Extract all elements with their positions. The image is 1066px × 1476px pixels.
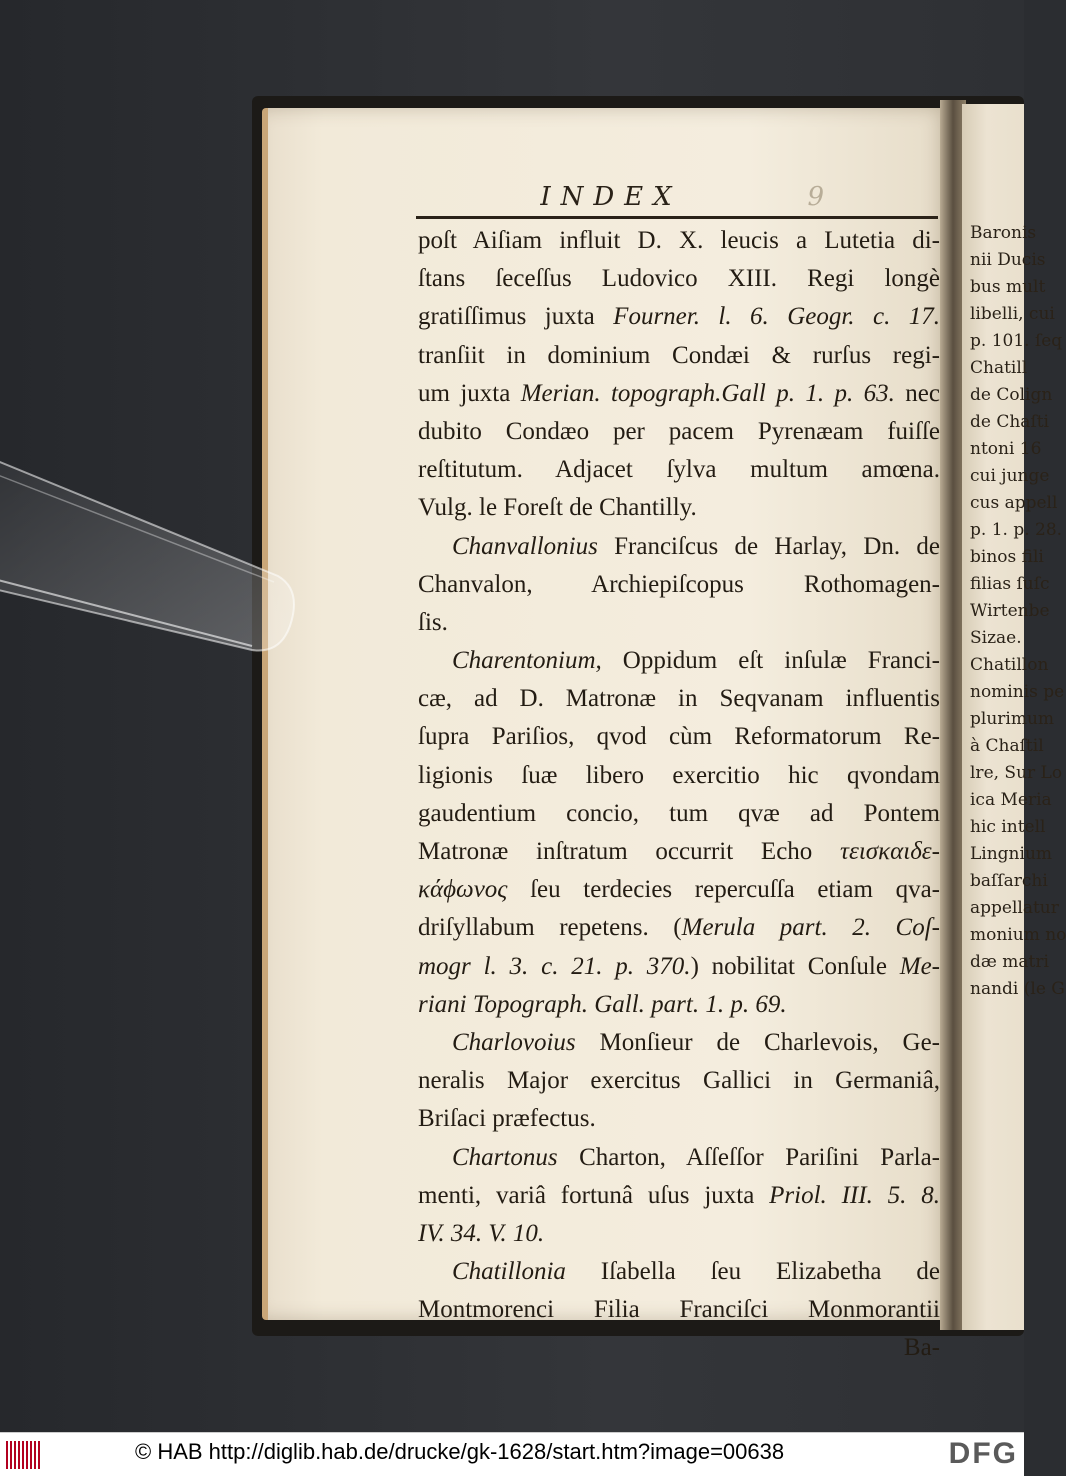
text-run: Ba- bbox=[903, 1334, 940, 1362]
adjacent-text-line: nominis pe bbox=[970, 682, 1065, 702]
adjacent-text-line: bus mult bbox=[970, 277, 1046, 297]
adjacent-text-line: nii Ducis bbox=[970, 250, 1046, 270]
adjacent-page bbox=[962, 104, 1066, 1330]
dfg-logo: DFG bbox=[948, 1437, 1018, 1470]
text-run: Franciſcus de Harlay, Dn. de bbox=[597, 532, 940, 560]
page-header bbox=[268, 182, 954, 212]
text-line bbox=[418, 413, 940, 451]
text-line bbox=[418, 1215, 940, 1253]
adjacent-text-line: p. 101. ſeq bbox=[970, 331, 1063, 351]
italic-text: Fourner. l. 6. Geogr. c. 17. bbox=[613, 303, 940, 331]
adjacent-text-line: appellatur bbox=[970, 898, 1059, 918]
text-line bbox=[418, 451, 940, 489]
adjacent-text-line: ica Meria bbox=[970, 790, 1052, 810]
adjacent-text-line: baſſarchi bbox=[970, 871, 1048, 891]
text-run: ſtans ſeceſſus Ludovico XIII. Regi longè bbox=[418, 265, 940, 293]
italic-text: Charlovoius bbox=[452, 1028, 576, 1056]
running-title: INDEX bbox=[540, 182, 682, 212]
text-line bbox=[418, 298, 940, 336]
text-run: Montmorenci Filia Franciſci Monmorantii bbox=[418, 1296, 940, 1324]
text-run: gratiſſimus juxta bbox=[418, 303, 614, 331]
text-run: Briſaci præfectus. bbox=[418, 1105, 596, 1133]
text-line bbox=[418, 795, 940, 833]
text-run: Charton, Aſſeſſor Pariſini Parla- bbox=[557, 1143, 940, 1171]
text-line bbox=[418, 986, 940, 1024]
text-run: Matronæ inſtratum occurrit Echo bbox=[418, 838, 841, 865]
hab-logo bbox=[6, 1441, 46, 1469]
text-line bbox=[418, 1177, 940, 1215]
adjacent-text-line: Baronis bbox=[970, 223, 1037, 243]
text-line bbox=[418, 375, 940, 413]
adjacent-text-line: à Chaſtil bbox=[970, 736, 1044, 756]
italic-text: mogr l. 3. c. 21. p. 370. bbox=[418, 952, 691, 980]
text-line bbox=[418, 833, 940, 871]
text-run: reſtitutum. Adjacet ſylva multum amœna. bbox=[418, 456, 940, 484]
text-line bbox=[418, 528, 940, 566]
page-number: 9 bbox=[807, 182, 824, 212]
text-line bbox=[418, 680, 940, 718]
text-line bbox=[418, 489, 940, 527]
text-run: ſis. bbox=[418, 608, 448, 636]
adjacent-text-line: cus appell bbox=[970, 493, 1058, 513]
text-run: ſupra Pariſios, qvod cùm Reformatorum Re- bbox=[418, 723, 940, 751]
adjacent-text-line: de Colign bbox=[970, 385, 1053, 405]
italic-text: Me- bbox=[899, 952, 940, 980]
text-run: nec bbox=[894, 379, 940, 407]
adjacent-text-line: p. 1. p. 28. bbox=[970, 520, 1063, 540]
book-page bbox=[262, 108, 954, 1362]
text-run: Vulg. le Foreſt de Chantilly. bbox=[418, 494, 697, 522]
text-line bbox=[418, 1329, 940, 1367]
adjacent-text-line: hic intell bbox=[970, 817, 1046, 837]
adjacent-text-line: monium no bbox=[970, 925, 1066, 945]
italic-text: IV. 34. V. 10. bbox=[418, 1219, 545, 1247]
text-line bbox=[418, 718, 940, 756]
adjacent-text-line: de Chaſti bbox=[970, 412, 1049, 432]
adjacent-text-line: cui junge bbox=[970, 466, 1050, 486]
italic-text: Merian. topograph.Gall p. 1. p. 63. bbox=[520, 379, 895, 407]
adjacent-text-line: nandi (le G bbox=[970, 979, 1065, 999]
text-run: Iſabella ſeu Elizabetha de bbox=[565, 1258, 940, 1286]
text-run: driſyllabum repetens. ( bbox=[418, 914, 682, 942]
adjacent-text-line: binos fili bbox=[970, 547, 1044, 567]
text-run: dubito Condæo per pacem Pyrenæam fuiſſe bbox=[418, 417, 940, 445]
text-run: Monſieur de Charlevois, Ge- bbox=[575, 1028, 940, 1056]
text-line bbox=[418, 1100, 940, 1138]
text-line bbox=[418, 1291, 940, 1329]
italic-text: Charentonium, bbox=[452, 647, 602, 675]
text-run: poſt Aiſiam influit D. X. leucis a Lutetia di- bbox=[418, 227, 940, 254]
text-run: ſeu terdecies repercuſſa etiam qva- bbox=[507, 876, 940, 904]
text-run: ) nobilitat Conſule bbox=[690, 952, 900, 980]
italic-text: riani Topograph. Gall. part. 1. p. 69. bbox=[418, 990, 787, 1018]
text-run: neralis Major exercitus Gallici in Germaniâ, bbox=[418, 1067, 940, 1095]
adjacent-text-line: Sizae. bbox=[970, 628, 1022, 648]
copyright-url[interactable]: © HAB http://diglib.hab.de/drucke/gk-1628/start.htm?image=00638 bbox=[135, 1439, 785, 1464]
adjacent-text-line: filias ſuſc bbox=[970, 574, 1050, 594]
adjacent-text-line: Chatill bbox=[970, 358, 1028, 378]
adjacent-text-line: Wirtenbe bbox=[970, 601, 1050, 621]
adjacent-page-text bbox=[962, 220, 1066, 1003]
text-line bbox=[418, 260, 940, 298]
page-text bbox=[418, 222, 940, 1368]
text-line bbox=[418, 604, 940, 642]
adjacent-text-line: libelli, cui bbox=[970, 304, 1055, 324]
text-run: tranſiit in dominium Condæi & rurſus regi- bbox=[418, 341, 940, 369]
text-line bbox=[418, 1062, 940, 1100]
text-run: Oppidum eſt inſulæ Franci- bbox=[601, 647, 940, 675]
text-run: cæ, ad D. Matronæ in Seqvanam influentis bbox=[418, 685, 940, 713]
adjacent-text-line: Chatillon bbox=[970, 655, 1049, 675]
italic-text: τεισκαιδε- bbox=[840, 838, 940, 865]
italic-text: Merula part. 2. Coſ- bbox=[681, 914, 941, 942]
adjacent-text-line: plurimum bbox=[970, 709, 1055, 729]
footer-bar bbox=[0, 1432, 1024, 1476]
text-line bbox=[418, 757, 940, 795]
text-run: ligionis ſuæ libero exercitio hic qvondam bbox=[418, 761, 940, 789]
text-run: gaudentium concio, tum qvæ ad Pontem bbox=[418, 799, 940, 827]
text-line bbox=[418, 909, 940, 947]
text-line bbox=[418, 1253, 940, 1291]
adjacent-text-line: Lingnium bbox=[970, 844, 1053, 864]
text-run: menti, variâ fortunâ uſus juxta bbox=[418, 1181, 770, 1209]
text-line bbox=[418, 871, 940, 909]
italic-text: Chatillonia bbox=[452, 1258, 566, 1286]
text-run: um juxta bbox=[418, 379, 521, 407]
italic-text: Chartonus bbox=[452, 1143, 558, 1171]
text-line bbox=[418, 642, 940, 680]
italic-text: Priol. III. 5. 8. bbox=[769, 1181, 940, 1209]
text-line bbox=[418, 222, 940, 260]
text-line bbox=[418, 1024, 940, 1062]
text-line bbox=[418, 337, 940, 375]
italic-text: Chanvallonius bbox=[452, 532, 598, 560]
adjacent-text-line: ntoni 16 bbox=[970, 439, 1042, 459]
adjacent-text-line: lre, Sur Lo bbox=[970, 763, 1063, 783]
italic-text: κάϕωνος bbox=[418, 876, 508, 904]
header-rule bbox=[416, 216, 938, 219]
adjacent-text-line: dæ matri bbox=[970, 952, 1049, 972]
text-run: Chanvalon, Archiepiſcopus Rothomagen- bbox=[418, 570, 940, 598]
text-line bbox=[418, 1139, 940, 1177]
text-line bbox=[418, 566, 940, 604]
text-line bbox=[418, 948, 940, 986]
